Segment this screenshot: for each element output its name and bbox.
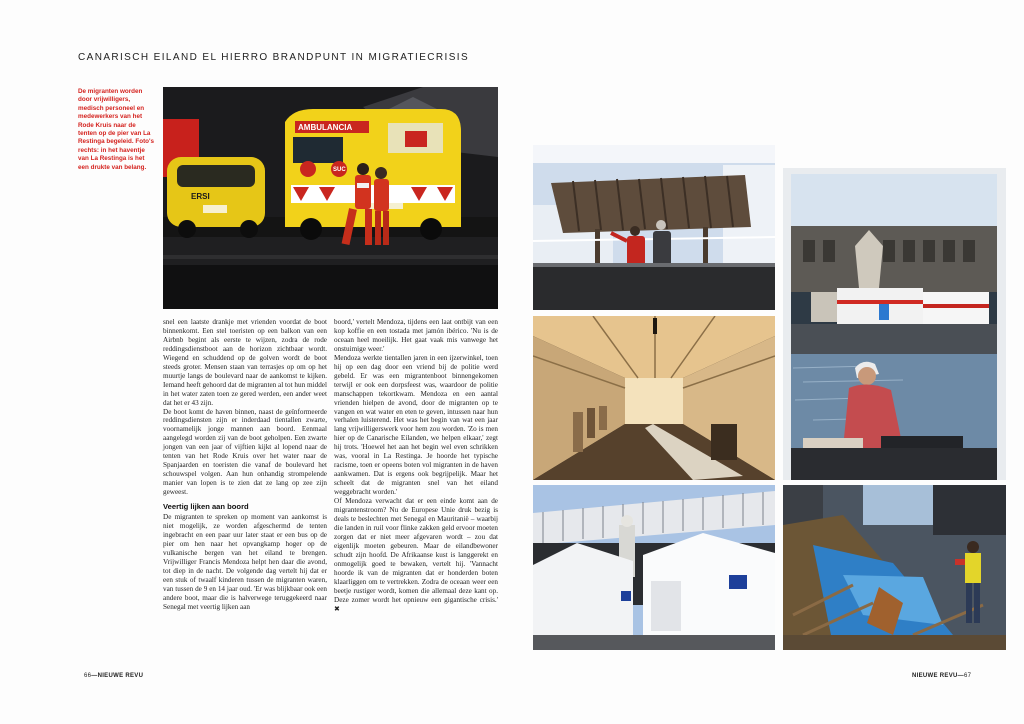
ambulance-illustration [163,87,498,309]
page-number-left: 66 [84,673,92,679]
paragraph: boord,' vertelt Mendoza, tijdens een laat ontbijt van een kop koffie en een tostada met jamón ibérico. 'Nu is de oceaan heel moeilijk. Het gaat vaak mis vanwege het onstuimige weer.' [334,318,498,353]
photo-boat-wreck [783,485,1006,650]
paragraph: snel een laatste drankje met vrienden voordat de boot binnenkomt. Een stel toeristen op een balkon van een Airbnb begint als eerste te wijzen, zodra de rode reddingsdienstboot aan de horizon zichtbaar wordt. Wiegend en schuddend op de golven wordt de boot steeds groter. Mensen staan van terrasjes op om op het muurtje langs de boulevard naar de aankomst te kijken. Iemand heeft gehoord dat de migranten al tot hun middel in het water zaten toen ze gered werden, een ander weet dat het er 43 zijn. [163,318,327,407]
paragraph: De boot komt de haven binnen, naast de geïnformeerde reddingsdiensten zijn er inderdaad tientallen zwarte, voornamelijk jonge mannen aan boord. Eenmaal aangelegd worden zij van de boot geholpen. Een zwarte jongen van een jaar of vijftien kijkt al lopend naar de tenten van het Rode Kruis over het water naar de Spanjaarden en toeristen die vanaf de boulevard het schouwspel volgen. Aan hun onhandig strompelende manier van lopen is te zien dat ze lang op zee zijn geweest. [163,407,327,497]
tents-illustration [533,485,775,650]
folio-left [84,673,143,679]
photo-ambulance [163,87,498,309]
ambulance-label: AMBULANCIA [298,123,353,132]
article-column-2 [334,318,498,613]
balcony-illustration [533,145,775,310]
paragraph: Mendoza werkte tientallen jaren in een ijzerwinkel, toen hij op een dag door een vriend bij de politie werd gebeld. Er was een migrantenboot binnengekomen terwijl er ook een dorpsfeest was, waardoor de politie manschappen tekortkwam. Mendoza en een aantal vrienden hielpen de avond, door de migranten op te vangen en wat water en eten te geven, intussen naar hun verhalen luisterend. Het was het begin van wat een jaar lang vrijwilligerswerk voor hem zou worden. 'Zo is men hier op de Canarische Eilanden, we helpen elkaar,' zegt hij trots. 'Hoewel het aan het begin wel even schrikken was, vooral in La Restinga. Je hoorde het typische racisme, toen er opeens boten vol migranten in de haven aankwamen. Dat is ergens ook begrijpelijk. Maar het scheelt dat de migranten snel van het eiland weggebracht worden.' [334,353,498,497]
photo-tents [533,485,775,650]
photo-harbor [783,168,1006,480]
article-subhead: Veertig lijken aan boord [163,502,249,512]
paragraph-text: Of Mendoza verwacht dat er een einde komt aan de migrantenstroom? Nu de Europese Unie druk bezig is deals te beslechten met Senegal en Mauritanië – waarbij die landen in ruil voor flinke zakken geld ervoor moeten zorgen dat er niet meer afgevaren wordt – zou dat eigenlijk moeten gebeuren. Maar de eilandbewoner schudt zijn hoofd. De Afrikaanse kust is langgerekt en onmogelijk goed te bewaken, vertelt hij. 'Vannacht hoorde ik van de migranten dat er honderden boten klaarliggen om te vertrekken. Zodra de oceaan weer een beetje rustiger wordt, komen die allemaal deze kant op. Deze zomer wordt het opnieuw een gigantische crisis.' [334,497,498,604]
end-mark-icon: ✖ [334,604,340,613]
paragraph [334,497,498,613]
wreck-illustration [783,485,1006,650]
ambulance-suc-label: SUC [333,167,346,173]
photo-balcony [533,145,775,310]
photo-caption: De migranten worden door vrijwilligers, medisch personeel en medewerkers van het Rode Kruis naar de tenten op de pier van La Restinga begeleid. Foto's rechts: in het haventje van La Restinga is het een drukte van belang. [78,88,155,171]
paragraph: De migranten te spreken op moment van aankomst is niet mogelijk, ze worden afgeschermd de tenten ingebracht en een paar uur later staat er een bus op de pier om hen naar het opvangkamp hoger op de vulkanische bergen van het eiland te brengen. Vrijwilliger Francis Mendoza helpt hen daar die avond, tot diep in de nacht. De volgende dag vertelt hij dat er een stuk of twaalf kinderen tussen de migranten waren, van tussen de 9 en 14 jaar oud. 'Er was blijkbaar ook een andere boot, maar die is halverwege teruggekeerd naar Senegal met veertig lijken aan [163,513,327,611]
small-car-label: ERSI [191,192,210,201]
folio-right [912,673,971,679]
tent-interior-illustration [533,316,775,480]
page-number-right: 67 [963,673,972,679]
article-column-1 [163,318,327,612]
harbor-illustration [783,168,1006,480]
magazine-brand-left: —NIEUWE REVU [91,673,144,679]
magazine-brand-right: NIEUWE REVU— [912,673,964,679]
photo-tent-interior [533,316,775,480]
page-headline: CANARISCH EILAND EL HIERRO BRANDPUNT IN MIGRATIECRISIS [78,52,470,63]
